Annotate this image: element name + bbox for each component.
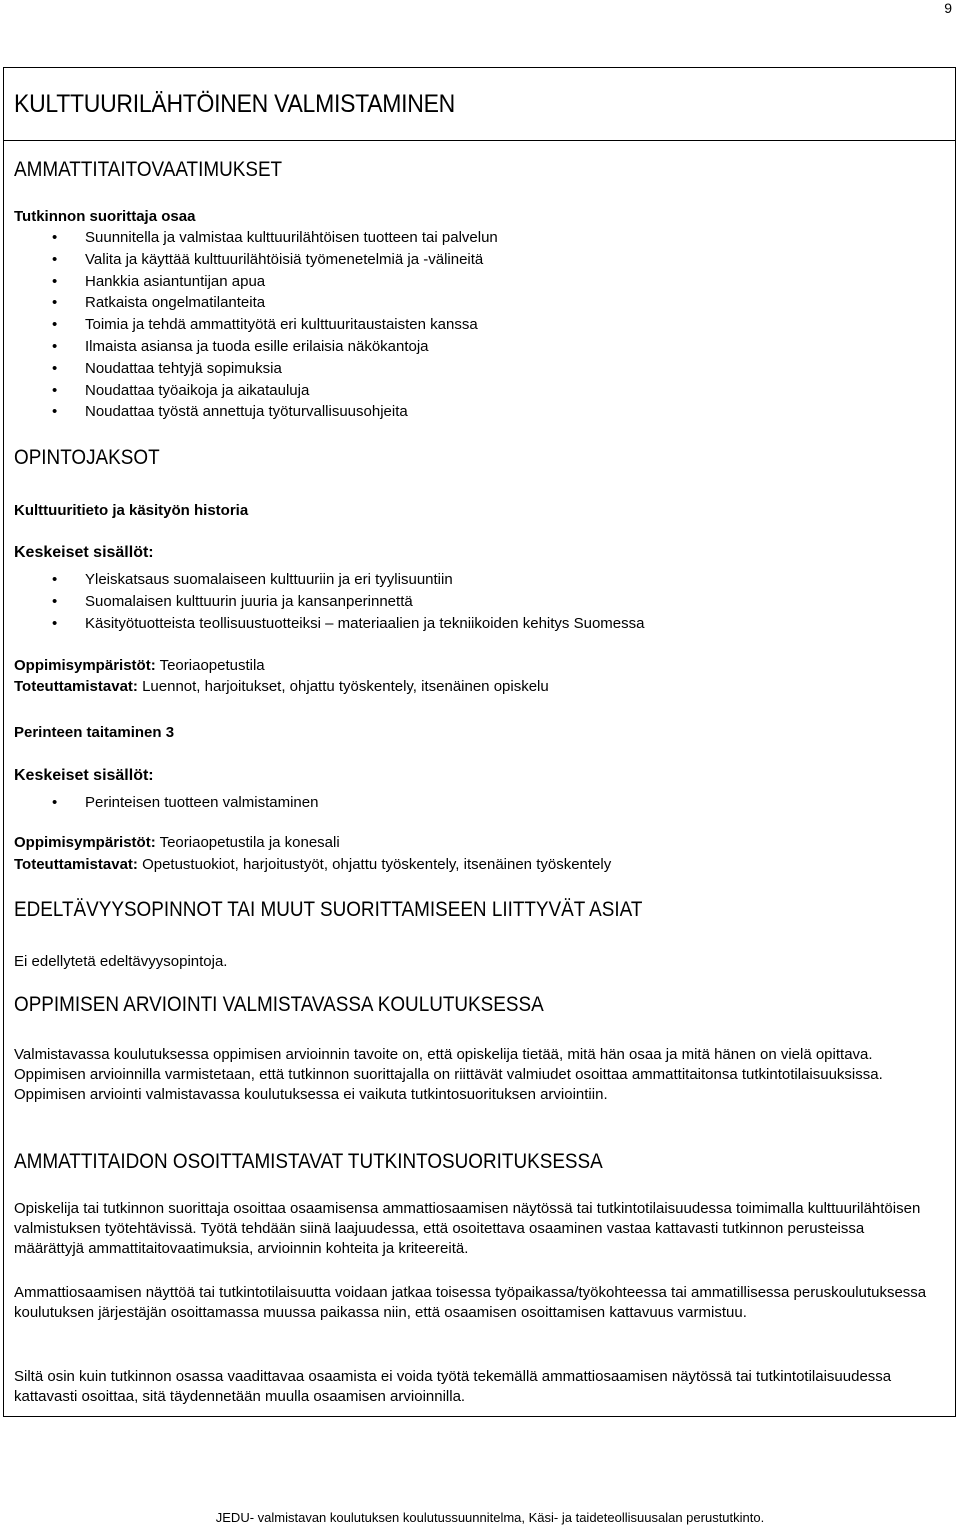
jakso2-tavat	[14, 854, 945, 875]
list-item: • Noudattaa tehtyjä sopimuksia	[14, 358, 945, 380]
page-number: 9	[944, 0, 952, 16]
list-item: • Suunnitella ja valmistaa kulttuurilähtöisen tuotteen tai palvelun	[14, 227, 945, 249]
jakso2-keskeiset-label: Keskeiset sisällöt:	[14, 767, 154, 784]
list-item: • Valita ja käyttää kulttuurilähtöisiä työmenetelmiä ja -välineitä	[14, 249, 945, 271]
list-item: • Noudattaa työstä annettuja työturvallisuusohjeita	[14, 401, 945, 423]
ammattitaito-heading: AMMATTITAITOVAATIMUKSET	[14, 158, 283, 181]
osoittaminen-paragraph: Ammattiosaamisen näyttöä tai tutkintotilaisuutta voidaan jatkaa toisessa työpaikassa/työkohteessa tai ammatillisessa peruskoulutuksessa koulutuksen järjestäjän osoittamassa muussa paikassa niin, että osaamisen osoittamisen kattavuus varmistuu.	[14, 1284, 927, 1321]
edeltavyys-text: Ei edellytetä edeltävyysopintoja.	[14, 953, 228, 970]
osoittaminen-paragraph: Opiskelija tai tutkinnon suorittaja osoittaa osaamisensa ammattiosaamisen näytössä tai tutkintotilaisuudessa toimimalla kulttuurilähtöisen valmistuksen työtehtävissä. Työtä tehdään siinä laajuudessa, että osoitettava osaaminen vastaa kattavasti tutkinnon perusteissa määrättyjä ammattitaitovaatimuksia, arvioinnin kohteita ja kriteereitä.	[14, 1200, 921, 1257]
ammattitaito-intro: Tutkinnon suorittaja osaa	[14, 208, 196, 225]
jakso1-tavat-value: Luennot, harjoitukset, ohjattu työskentely, itsenäinen opiskelu	[137, 678, 549, 695]
list-item: • Hankkia asiantuntijan apua	[14, 271, 945, 293]
ammattitaito-list	[14, 227, 945, 423]
jakso1-ymparistot-label: Oppimisympäristöt:	[14, 657, 156, 674]
list-item: • Yleiskatsaus suomalaiseen kulttuuriin ja eri tyylisuuntiin	[14, 569, 945, 591]
jakso1-title: Kulttuuritieto ja käsityön historia	[14, 502, 249, 519]
list-item: • Käsityötuotteista teollisuustuotteiksi – materiaalien ja tekniikoiden kehitys Suomessa	[14, 613, 945, 635]
jakso2-ymparistot-label: Oppimisympäristöt:	[14, 834, 156, 851]
jakso1-list	[14, 569, 945, 634]
osoittaminen-heading: AMMATTITAIDON OSOITTAMISTAVAT TUTKINTOSUORITUKSESSA	[14, 1150, 603, 1173]
arviointi-heading: OPPIMISEN ARVIOINTI VALMISTAVASSA KOULUTUKSESSA	[14, 993, 544, 1016]
jakso1-ymparistot-value: Teoriaopetustila	[155, 657, 265, 674]
jakso2-tavat-value: Opetustuokiot, harjoitustyöt, ohjattu työskentely, itsenäinen työskentely	[137, 856, 612, 873]
jakso1-tavat	[14, 676, 945, 697]
jakso2-tavat-label: Toteuttamistavat:	[14, 856, 138, 873]
opintojaksot-heading: OPINTOJAKSOT	[14, 446, 160, 469]
jakso1-keskeiset-label: Keskeiset sisällöt:	[14, 544, 154, 561]
jakso2-list	[14, 792, 945, 814]
osoittaminen-paragraph: Siltä osin kuin tutkinnon osassa vaadittavaa osaamista ei voida työtä tekemällä ammattiosaamisen näytössä tai tutkintotilaisuudessa kattavasti osoittaa, sitä täydennetään muulla osaamisen arvioinnilla.	[14, 1368, 892, 1405]
list-item: • Noudattaa työaikoja ja aikatauluja	[14, 380, 945, 402]
arviointi-text: Valmistavassa koulutuksessa oppimisen arvioinnin tavoite on, että opiskelija tietää, mitä hän osaa ja mitä hänen on vielä opittava. Oppimisen arvioinnilla varmistetaan, että tutkinnon suorittajalla on riittävät valmiudet osoittaa ammattitaitonsa tutkintotilaisuuksissa. Oppimisen arviointi valmistavassa koulutuksessa ei vaikuta tutkintosuorituksen arviointiin.	[14, 1046, 883, 1103]
list-item: • Toimia ja tehdä ammattityötä eri kulttuuritaustaisten kanssa	[14, 314, 945, 336]
page-title: KULTTUURILÄHTÖINEN VALMISTAMINEN	[14, 90, 455, 118]
list-item: • Suomalaisen kulttuurin juuria ja kansanperinnettä	[14, 591, 945, 613]
title-box	[4, 68, 955, 141]
list-item: • Ratkaista ongelmatilanteita	[14, 292, 945, 314]
list-item: • Ilmaista asiansa ja tuoda esille erilaisia näkökantoja	[14, 336, 945, 358]
jakso2-ymparistot	[14, 832, 945, 853]
jakso2-title: Perinteen taitaminen 3	[14, 724, 175, 741]
jakso1-tavat-label: Toteuttamistavat:	[14, 678, 138, 695]
list-item: • Perinteisen tuotteen valmistaminen	[14, 792, 945, 814]
jakso1-ymparistot	[14, 655, 945, 676]
jakso2-ymparistot-value: Teoriaopetustila ja konesali	[155, 834, 340, 851]
edeltavyys-heading: EDELTÄVYYSOPINNOT TAI MUUT SUORITTAMISEEN LIITTYVÄT ASIAT	[14, 898, 643, 921]
content-frame	[3, 67, 956, 1417]
footer: JEDU- valmistavan koulutuksen koulutussuunnitelma, Käsi- ja taideteollisuusalan perustutkinto.	[215, 1510, 765, 1525]
